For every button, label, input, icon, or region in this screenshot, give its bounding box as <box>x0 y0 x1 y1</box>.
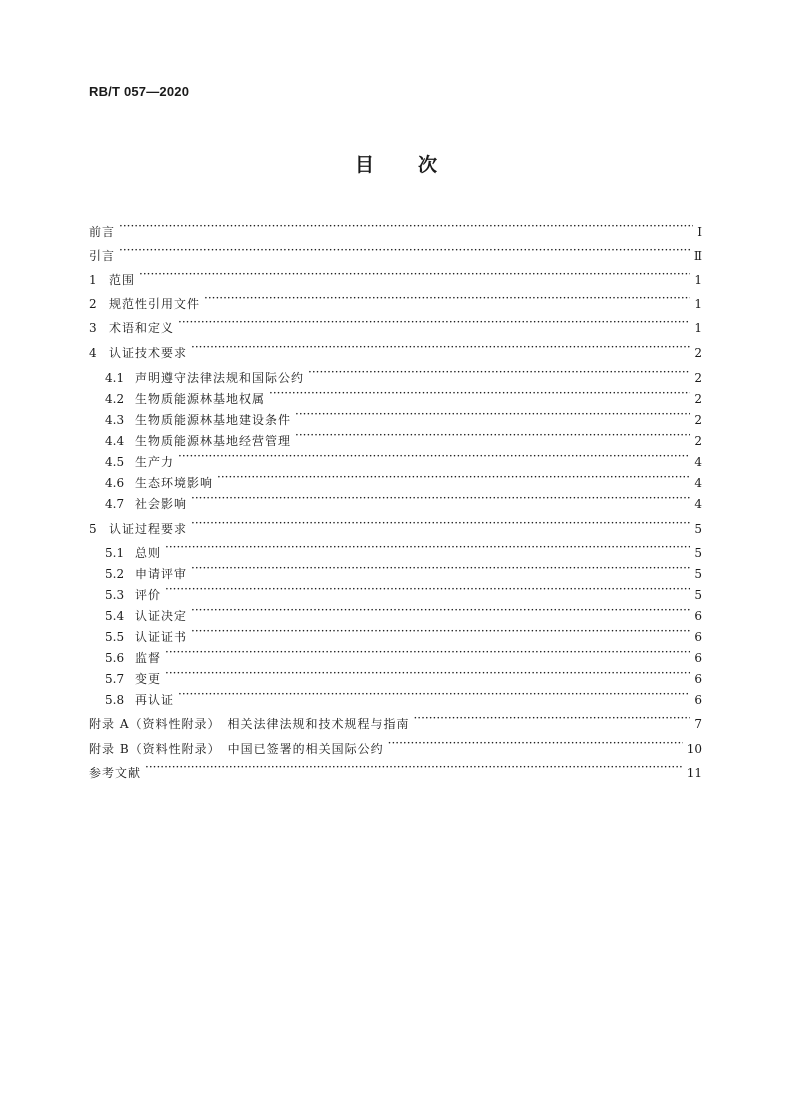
toc-leader-dots <box>178 684 690 704</box>
toc-entry-label: 生物质能源林基地权属 <box>135 392 266 406</box>
toc-entry-label: 认证证书 <box>135 630 188 644</box>
toc-entry[interactable] <box>105 383 702 406</box>
toc-entry-page: 6 <box>694 672 702 686</box>
toc-entry[interactable] <box>89 240 702 263</box>
toc-entry[interactable] <box>89 733 702 756</box>
toc-entry[interactable] <box>89 757 702 780</box>
toc-entry-label: 参考文献 <box>89 766 142 780</box>
toc-entry-label: 认证技术要求 <box>109 346 188 360</box>
toc-leader-dots <box>165 642 690 662</box>
toc-entry-page: 5 <box>694 522 702 536</box>
toc-entry-label: 生物质能源林基地经营管理 <box>135 434 292 448</box>
toc-leader-dots <box>191 600 690 620</box>
toc-entry[interactable] <box>89 312 702 335</box>
toc-entry-label: 监督 <box>135 651 162 665</box>
toc-leader-dots <box>145 757 683 777</box>
toc-entry[interactable] <box>105 558 702 581</box>
toc-leader-dots <box>388 733 683 753</box>
toc-leader-dots <box>295 425 690 445</box>
toc-entry-page: 2 <box>694 346 702 360</box>
page-title: 目次 <box>354 154 481 176</box>
toc-entry-label: 生产力 <box>135 455 175 469</box>
toc-leader-dots <box>165 663 690 683</box>
toc-entry-page: 6 <box>694 630 702 644</box>
toc-leader-dots <box>217 467 690 487</box>
toc-entry-page: 1 <box>694 297 702 311</box>
toc-entry[interactable] <box>105 537 702 560</box>
toc-entry-number: 2 <box>89 297 97 311</box>
toc-entry-number: 5.5 <box>105 630 125 644</box>
toc-entry-label: 申请评审 <box>135 567 188 581</box>
toc-entry-label: 引言 <box>89 249 116 263</box>
toc-entry-page: 4 <box>694 476 702 490</box>
toc-entry-label: 规范性引用文件 <box>109 297 201 311</box>
toc-entry-number: 5.2 <box>105 567 125 581</box>
toc-entry-page: Ⅰ <box>697 225 702 239</box>
toc-leader-dots <box>308 362 690 382</box>
toc-entry-label: 变更 <box>135 672 162 686</box>
toc-entry-label: 声明遵守法律法规和国际公约 <box>135 371 305 385</box>
toc-entry-page: 7 <box>694 717 702 731</box>
toc-entry-number: 1 <box>89 273 97 287</box>
toc-entry-page: 4 <box>694 455 702 469</box>
toc-entry-number: 5 <box>89 522 97 536</box>
toc-leader-dots <box>178 312 690 332</box>
toc-leader-dots <box>191 558 690 578</box>
toc-entry[interactable] <box>89 216 702 239</box>
toc-entry-number: 4.1 <box>105 371 125 385</box>
toc-entry[interactable] <box>105 663 702 686</box>
toc-entry-page: 5 <box>694 546 702 560</box>
toc-entry-page: 6 <box>694 651 702 665</box>
toc-entry-label: 生态环境影响 <box>135 476 214 490</box>
toc-entry-number: 5.7 <box>105 672 125 686</box>
toc-entry-page: 6 <box>694 693 702 707</box>
toc-leader-dots <box>119 216 693 236</box>
toc-entry-number: 5.3 <box>105 588 125 602</box>
toc-leader-dots <box>413 708 690 728</box>
toc-entry[interactable] <box>105 425 702 448</box>
toc-entry-label: 总则 <box>135 546 162 560</box>
toc-entry[interactable] <box>89 288 702 311</box>
toc-entry[interactable] <box>105 362 702 385</box>
toc-entry[interactable] <box>105 467 702 490</box>
toc-entry-label: 前言 <box>89 225 116 239</box>
toc-entry[interactable] <box>105 446 702 469</box>
toc-entry-number: 5.8 <box>105 693 125 707</box>
toc-entry-number: 4.4 <box>105 434 125 448</box>
toc-entry[interactable] <box>105 488 702 511</box>
toc-entry[interactable] <box>89 337 702 360</box>
toc-entry[interactable] <box>105 642 702 665</box>
toc-leader-dots <box>139 264 690 284</box>
toc-entry-page: 1 <box>694 321 702 335</box>
toc-leader-dots <box>191 337 690 357</box>
toc-entry-label: 术语和定义 <box>109 321 175 335</box>
toc-entry-label: 社会影响 <box>135 497 188 511</box>
toc-leader-dots <box>295 404 690 424</box>
toc-entry-number: 4.6 <box>105 476 125 490</box>
toc-entry-page: 11 <box>686 766 702 780</box>
toc-leader-dots <box>165 537 690 557</box>
toc-leader-dots <box>269 383 690 403</box>
toc-entry-page: 1 <box>694 273 702 287</box>
toc-entry-number: 4.3 <box>105 413 125 427</box>
toc-entry-number: 4.7 <box>105 497 125 511</box>
toc-entry-page: Ⅱ <box>693 249 702 263</box>
toc-entry[interactable] <box>105 404 702 427</box>
toc-entry[interactable] <box>89 513 702 536</box>
standard-code: RB/T 057—2020 <box>89 84 190 99</box>
toc-leader-dots <box>191 621 690 641</box>
toc-entry[interactable] <box>89 708 702 731</box>
toc-entry-number: 4.5 <box>105 455 125 469</box>
toc-entry-page: 6 <box>694 609 702 623</box>
toc-entry-page: 2 <box>694 413 702 427</box>
toc-leader-dots <box>204 288 690 308</box>
toc-entry-label: 再认证 <box>135 693 175 707</box>
toc-entry-page: 2 <box>694 371 702 385</box>
toc-entry-number: 5.4 <box>105 609 125 623</box>
toc-entry-label: 附录 A（资料性附录） 相关法律法规和技术规程与指南 <box>89 717 410 731</box>
toc-leader-dots <box>119 240 690 260</box>
toc-entry-label: 范围 <box>109 273 136 287</box>
toc-entry-page: 2 <box>694 434 702 448</box>
toc-entry[interactable] <box>89 264 702 287</box>
toc-entry-label: 附录 B（资料性附录） 中国已签署的相关国际公约 <box>89 742 384 756</box>
toc-entry-page: 5 <box>694 567 702 581</box>
toc-entry-number: 3 <box>89 321 97 335</box>
toc-entry[interactable] <box>105 684 702 707</box>
toc-entry-label: 生物质能源林基地建设条件 <box>135 413 292 427</box>
toc-leader-dots <box>191 513 690 533</box>
toc-leader-dots <box>165 579 690 599</box>
toc-entry-page: 10 <box>686 742 702 756</box>
toc-entry-label: 认证决定 <box>135 609 188 623</box>
toc-entry-label: 认证过程要求 <box>109 522 188 536</box>
toc-leader-dots <box>191 488 690 508</box>
toc-entry-number: 5.6 <box>105 651 125 665</box>
toc-entry[interactable] <box>105 579 702 602</box>
toc-entry-page: 2 <box>694 392 702 406</box>
toc-entry-label: 评价 <box>135 588 162 602</box>
toc-entry-number: 4.2 <box>105 392 125 406</box>
toc-entry-page: 4 <box>694 497 702 511</box>
toc-entry[interactable] <box>105 600 702 623</box>
toc-entry[interactable] <box>105 621 702 644</box>
toc-entry-number: 5.1 <box>105 546 125 560</box>
toc-entry-page: 5 <box>694 588 702 602</box>
toc-entry-number: 4 <box>89 346 97 360</box>
toc-leader-dots <box>178 446 690 466</box>
